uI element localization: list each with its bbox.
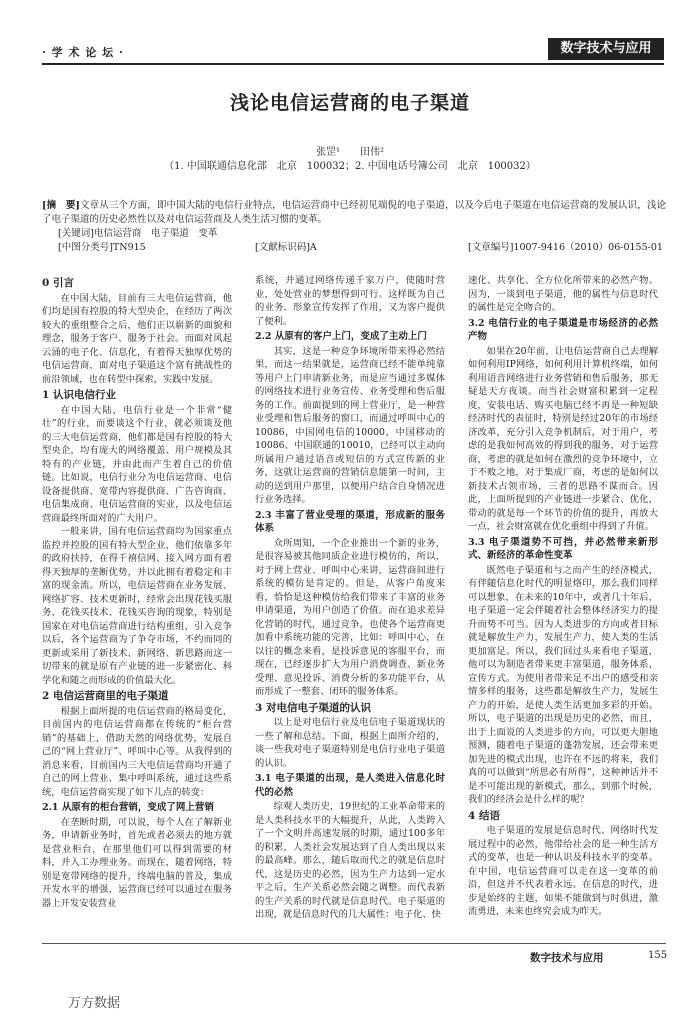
- paragraph: 如果在20年前，让电信运营商自己去理解如何利用IP网络，如何利用计算机终端，如何利用语音网络进行业务营销和售后服务，那无疑是天方夜谈。而当社会财富积累到一定程度，安装电话、购买电脑已经不再是一种短缺经济时代的表征时，特别是经过20年的市场经济改革，充分引入竞争机制后，对于用户，考虑的是我如何高效的得到我的服务，对于运营商，考虑的就是如何在激烈的竞争环境中，立于不败之地，对于集成厂商，考虑的是如何以新技术占领市场，三者的思路不谋而合。因此，上面所提到的产业链进一步紧合、优化，带动的就是每一个环节的价值的提升，再放大一点，社会财富就在优化重组中得到了升值。: [468, 345, 658, 532]
- keywords: 电信运营商 电子渠道 变革: [93, 228, 218, 239]
- paragraph: 以上是对电信行业及电信电子渠道现状的一些了解和总结。下面，根据上面所介绍的，谈一些我对电子渠道特别是电信行业电子渠道的认识。: [255, 717, 445, 769]
- abstract: [42, 199, 666, 227]
- keywords-label: [关键词]: [58, 228, 94, 239]
- subsection-heading: 3.1 电子渠道的出现，是人类进入信息化时代的必然: [255, 773, 445, 798]
- section-heading: 1 认识电信行业: [42, 389, 116, 401]
- doc-code-line: [255, 239, 317, 253]
- paragraph: 其实，这是一种竞争环境所带来得必然结果，而这一结果就是，运营商已经不能单纯靠等用户上门申请新业务，而是应当通过多媒体的网络技术进行业务宣传、业务受理和售后服务的工作。前面提到的网上营业厅，是一种营业受理和售后服务的窗口，而通过呼叫中心的10086，中国网电信的10000，中国移动的10086、中国联通的10010，已经可以主动向所属用户通过语音或短信的方式宣传新的业务，这就让运营商的营销信息能第一时间，主动的送到用户那里，以便用户结合自身情况进行业务选择。: [255, 345, 445, 505]
- affiliation: （1. 中国联通信息化部 北京 100032；2. 中国电话号簿公司 北京 100032）: [164, 161, 536, 172]
- section-heading: 0 引言: [42, 277, 74, 289]
- subsection-heading: 3.2 电信行业的电子渠道是市场经济的必然产物: [468, 317, 658, 342]
- article-no-value: 1007-9416（2010）06-0155-01: [513, 242, 663, 253]
- clc-value: TN915: [112, 242, 146, 253]
- paragraph: 在中国大陆，目前有三大电信运营商，他们均是国有控股的特大型央企，在经历了两次较大的重组整合之后，他们正以崭新的面貌和理念，服务于客户、服务于社会。而面对风起云涌的电子化、信息化，有着得天独厚优势的电信运营商，面对电子渠道这个富有挑战性的前沿领域，也在转型中探索，实践中发展。: [42, 292, 232, 385]
- journal-header-bar: 数字技术与应用: [548, 38, 664, 60]
- section-heading: 2 电信运营商里的电子渠道: [42, 690, 169, 702]
- paragraph: 系统，并通过网络传递千家万户，使随时营业，处处营业的梦想得到可行。这样既为自己的业务、形象宣传发挥了作用，又为客户提供了便利。: [255, 275, 445, 327]
- body-column-2: [255, 274, 445, 924]
- article-no-label: [文章编号]: [468, 242, 514, 253]
- subsection-heading: 2.1 从原有的柜台营销，变成了网上营销: [42, 802, 214, 813]
- paragraph: 综观人类历史，19世纪的工业革命带来的是人类科技水平的大幅提升，从此，人类跨入了一个文明并高速发展的时期，通过100多年的积累，人类社会发展达到了自人类出现以来的最高峰。那么，随后取而代之的就是信息时代，这是历史的必然，因为生产力达到一定水平之后，生产关系必然会随之调整。而代表新的生产关系的时代就是信息时代。电子渠道的出现，就是信息时代的几大属性：电子化、快: [255, 801, 445, 920]
- abstract-text: 文章从三个方面，即中国大陆的电信行业特点，电信运营商中已经初见端倪的电子渠道，以及今后电子渠道在电信运营商的发展认识，浅论了电子渠道的历史必然性以及对电信运营商及人类生活习惯的变革。: [42, 200, 666, 225]
- keywords-line: [58, 225, 217, 239]
- subsection-heading: 2.2 从原有的客户上门，变成了主动上门: [255, 331, 427, 342]
- footer-journal: 数字技术与应用: [530, 952, 604, 964]
- section-label: · 学 术 论 坛 ·: [42, 46, 124, 59]
- doc-code-label: [文献标识码]: [255, 242, 310, 253]
- paragraph: 一般来讲，国有电信运营商均为国家重点监控并控股的国有特大型企业，他们依靠多年的政府扶持，在得千禧信网、接入网方面有着得天独厚的垄断优势，并以此拥有着稳定和丰富的现金流。所以，电信运营商在业务发展、网络扩容、技术更新时，经常会出现花钱买服务、花钱买技术、花钱买咨询的现象，特别是国家在对电信运营商进行结构重组，引入竞争以后，各个运营商为了争夺市场，不约而同的更新或采用了新技术、新网络、新思路而这一切带来的就是原有产业链的进一步紧密化、科学化和随之而形成的价值最大化。: [42, 526, 232, 686]
- doc-code-value: A: [309, 242, 317, 253]
- body-column-3: [468, 274, 658, 924]
- paragraph: 在垄断时期，可以说，每个人在了解新业务，申请新业务时，首先或者必须去的地方就是营业柜台，在那里他们可以得到需要的材料，并入工办理业务。而现在，随着网络，特别是宽带网络的提升，终端电脑的普及，集成开发水平的增强，运营商已经可以通过在服务器上开发安装营业: [42, 816, 232, 909]
- watermark: 万方数据: [68, 996, 121, 1011]
- paragraph: 电子渠道的发展是信息时代、网络时代发展过程中的必然，他带给社会的是一种生活方式的变革，也是一种认识及科技水平的变革。在中国，电信运营商可以走在这一变革的前沿，但这并不代表着永远。在信息的时代，进步是始终的主题，如果不能做到与时俱进，激流勇进，未来也终究会成为昨天。: [468, 825, 658, 917]
- section-heading: 4 结语: [468, 809, 500, 822]
- paragraph: 众所周知，一个企业推出一个新的业务，是很容易被其他同质企业进行模仿的，所以，对于网上营业、呼叫中心来讲，运营商间进行系统的模仿是肯定的。但是，从客户角度来看，恰恰是这种模仿给我们带来了丰富的业务申请渠道，为用户创造了价值。而在追求差异化营销的时代，通过竞争，也使各个运营商更加看中系统功能的完善，比如：呼叫中心，在以往的概念来看，是投诉意见的客服平台，而现在，已经逐步扩大为用户消费调查、新业务受理、意见投诉、消费分析的多功能平台，从而形成了一整套、闭环的服务体系。: [255, 537, 445, 697]
- footer-rule: [42, 943, 666, 944]
- abstract-label: [摘 要]: [42, 200, 80, 211]
- paragraph: 速化、共享化、全方位化所带来的必然产物。因为，一谈到电子渠道，他的属性与信息时代的属性是完全吻合的。: [468, 275, 658, 313]
- clc-label: [中图分类号]: [58, 242, 113, 253]
- paragraph: 根据上面所提的电信运营商的格局变化，目前国内的电信运营商都在传统的“柜台营销”的基础上，借助天然的网络优势，发展自己的“网上营业厅”、呼叫中心等。从我得到的消息来看，目前国内三大电信运营商均开通了自己的网上营业、集中呼叫系统，通过这些系统，电信运营商实现了如下几点的转变：: [42, 705, 232, 798]
- paragraph: 在中国大陆，电信行业是一个非常“健壮”的行业，而要谈这个行业，就必须谈及他的三大电信运营商，他们都是国有控股的特大型央企，均有庞大的网络覆盖、用户规模及其特有的产业链，并由此而产生着自己的价值链。比如说，电信行业分为电信运营商、电信设备提供商、宽带内容提供商、广告咨询商、电信集成商、电信运营商的实业，以及电信运营商最终所面对的广大用户。: [42, 404, 232, 524]
- subsection-heading: 3.3 电子渠道势不可挡，并必然带来新形式、新经济的革命性变革: [468, 536, 658, 561]
- paper-title: 浅论电信运营商的电子渠道: [229, 92, 470, 114]
- article-no-line: [468, 239, 663, 253]
- paragraph: 既然电子渠道和与之而产生的经济模式，有伴随信息化时代的明显烙印，那么我们同样可以想象，在未来的10年中，或者几十年后，电子渠道一定会伴随着社会整体经济实力的提升而势不可当。因为人类进步的方向或者目标就是解放生产力，发展生产力，使人类的生活更加富足。所以，我们回过头来看电子渠道，他可以为制造者带来更丰富渠道，服务体系，宣传方式。为使用者带来足不出户的感受和亲情多样的服务，这些都是解放生产力，发展生产力的开始，是使人类生活更加多彩的开始。所以，电子渠道的出现是历史的必然，而且，出于上面说的人类进步的方向，可以更大胆地预测，随着电子渠道的蓬勃发展，还会带来更加先进的模式出现，也许在不远的将来，我们真的可以做到“所思必有所得”，这种神话并不是不可能出现的新模式，那么，到那个时候，我们的经济会是什么样的呢？: [468, 564, 658, 805]
- header-rule: [42, 63, 664, 65]
- clc-line: [58, 239, 146, 253]
- authors: 张罡¹ 田伟²: [315, 147, 385, 158]
- section-heading: 3 对电信电子渠道的认识: [255, 701, 371, 714]
- page-number: 155: [648, 950, 668, 961]
- body-column-1: [42, 274, 232, 924]
- subsection-heading: 2.3 丰富了营业受理的渠道，形成新的服务体系: [255, 509, 445, 534]
